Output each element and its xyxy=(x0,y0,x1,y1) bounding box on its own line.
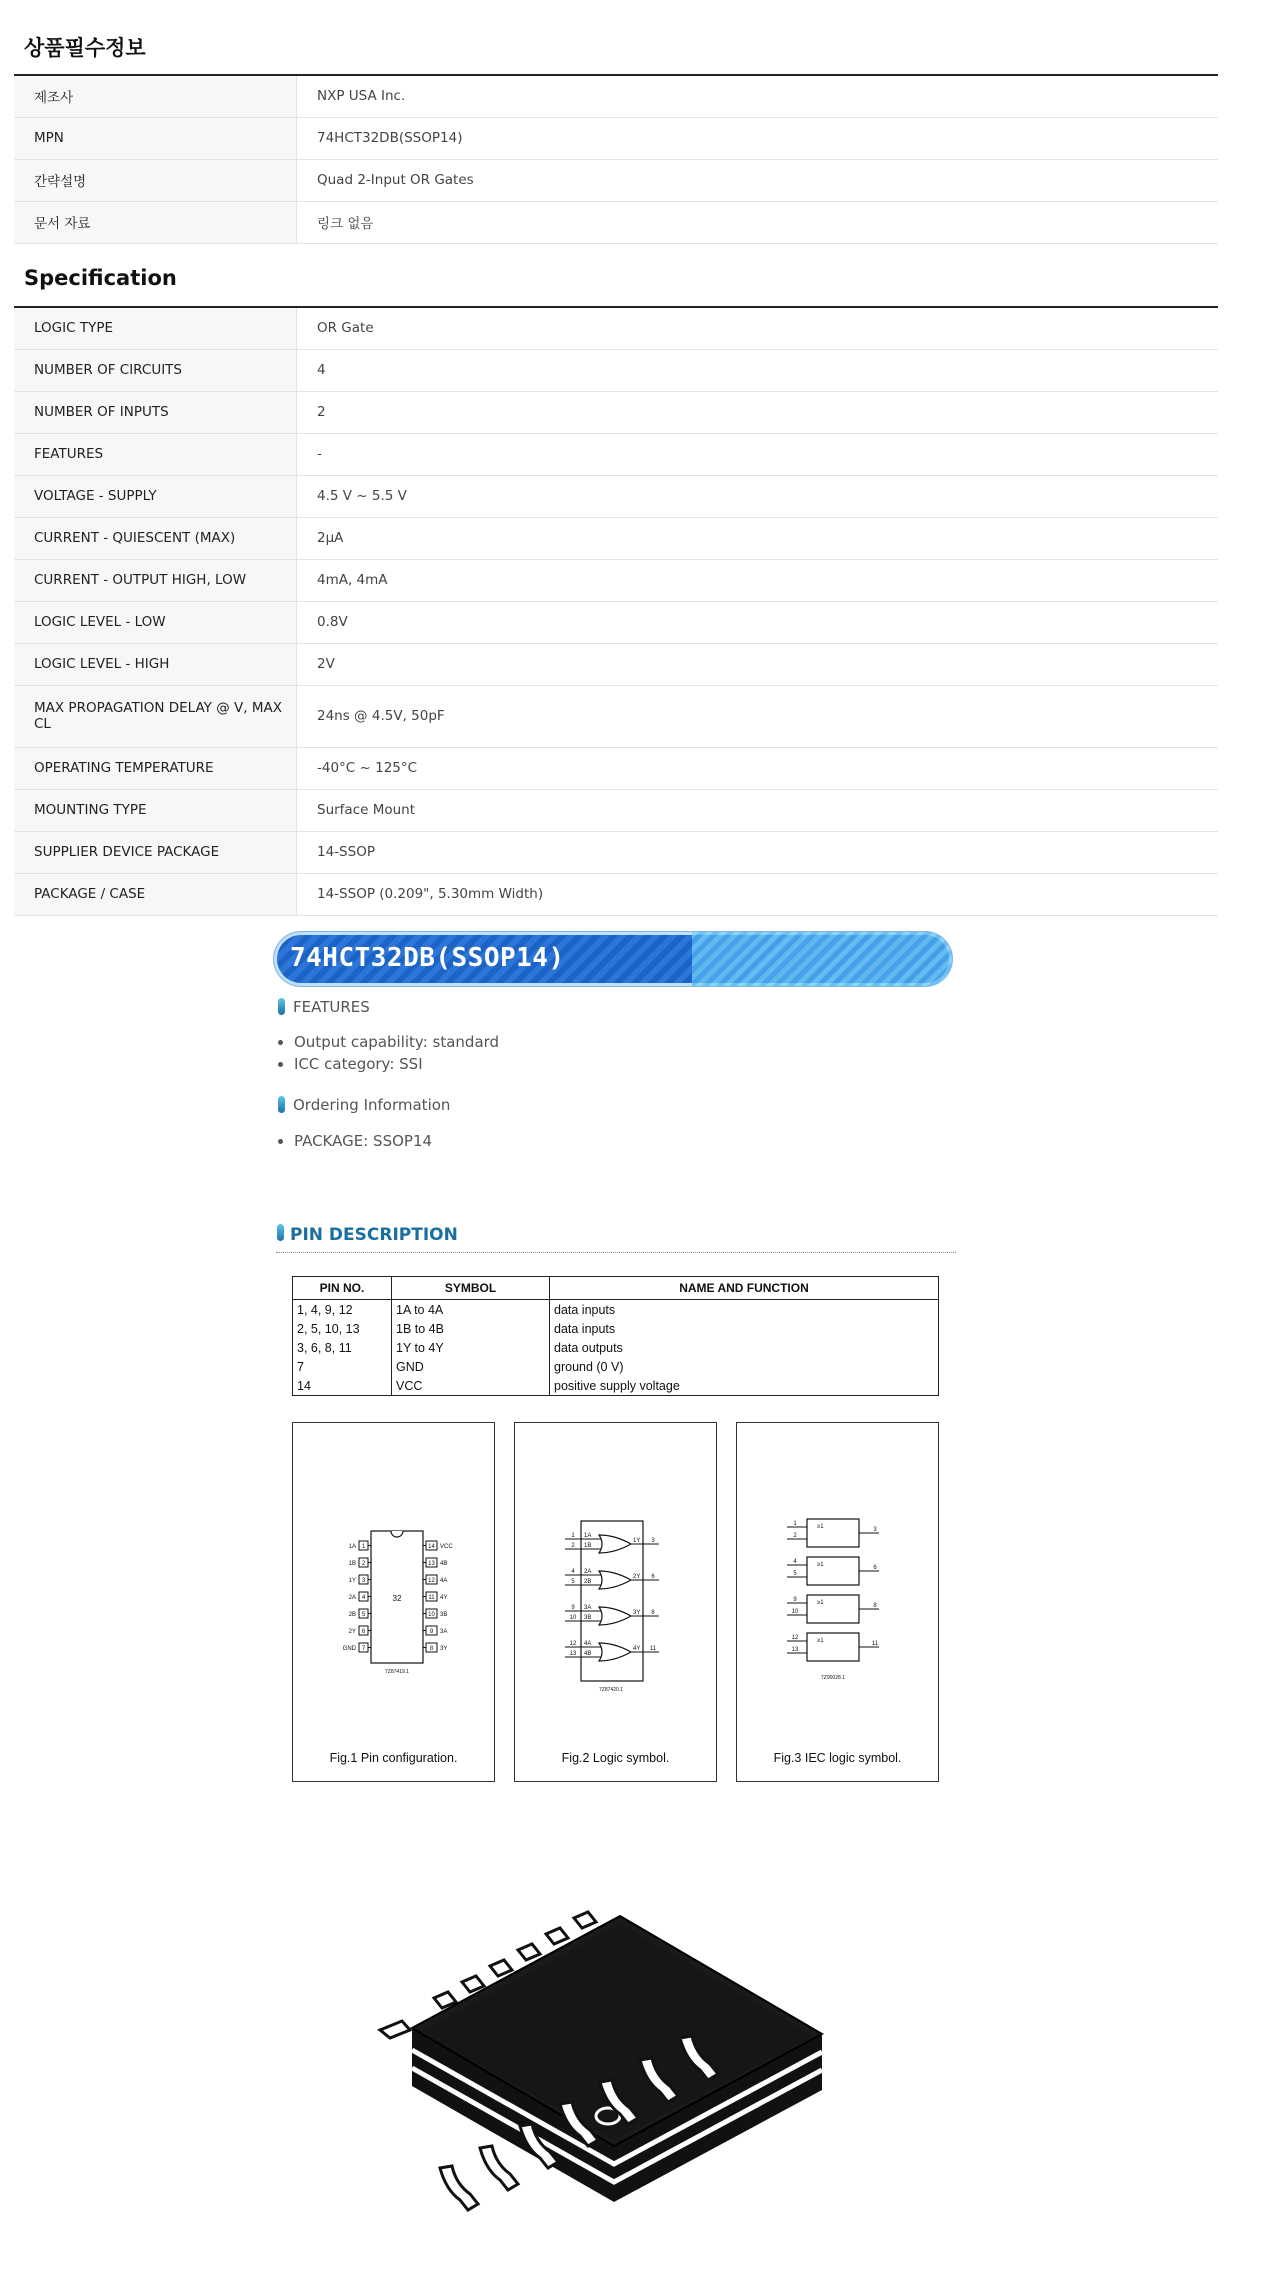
list-item: • Output capability: standard xyxy=(294,1031,499,1053)
cell-pin: 1, 4, 9, 12 xyxy=(293,1300,392,1320)
spec-value: 4.5 V ~ 5.5 V xyxy=(297,475,1219,517)
col-function: NAME AND FUNCTION xyxy=(550,1277,939,1300)
spec-value: 2V xyxy=(297,643,1219,685)
spec-value: 2µA xyxy=(297,517,1219,559)
spec-value: - xyxy=(297,433,1219,475)
spec-key: MAX PROPAGATION DELAY @ V, MAX CL xyxy=(14,685,297,747)
spec-row xyxy=(14,201,1218,243)
pin-description-title: PIN DESCRIPTION xyxy=(290,1225,458,1245)
iec-logic-symbol-diagram xyxy=(737,1423,938,1781)
pin-symbol: 3Y xyxy=(440,1646,448,1652)
spec-value: 4 xyxy=(297,349,1219,391)
pin-number: 2 xyxy=(571,1543,575,1549)
table-row xyxy=(293,1300,939,1320)
fig3-caption: Fig.3 IEC logic symbol. xyxy=(773,1751,902,1765)
gate-input-b: 4B xyxy=(584,1651,592,1657)
spec-value: 링크 없음 xyxy=(297,201,1219,243)
spec-value: Quad 2-Input OR Gates xyxy=(297,159,1219,201)
ssop14-package-image xyxy=(370,1900,870,2240)
spec-row xyxy=(14,517,1218,559)
spec-row xyxy=(14,475,1218,517)
spec-value: -40°C ~ 125°C xyxy=(297,747,1219,789)
pin-description-heading xyxy=(276,1222,956,1253)
or-gate xyxy=(599,1607,631,1625)
pin-number: 5 xyxy=(793,1571,797,1577)
gate-label: ≥1 xyxy=(817,1562,824,1568)
pin-symbol: GND xyxy=(342,1646,356,1652)
pin-number: 11 xyxy=(649,1646,657,1652)
cell-symbol: GND xyxy=(392,1357,550,1376)
cell-func: ground (0 V) xyxy=(550,1357,939,1376)
spec-row xyxy=(14,391,1218,433)
cell-func: data inputs xyxy=(550,1319,939,1338)
iec-gate-box xyxy=(807,1557,859,1585)
gate-label: ≥1 xyxy=(817,1600,824,1606)
pin-symbol: 4Y xyxy=(440,1595,448,1601)
iec-gate-box xyxy=(807,1595,859,1623)
ordering-heading-text: Ordering Information xyxy=(293,1096,451,1114)
pin-number: 10 xyxy=(791,1609,799,1615)
cell-symbol: VCC xyxy=(392,1376,550,1396)
list-item: • ICC category: SSI xyxy=(294,1053,499,1075)
pin-number: 13 xyxy=(569,1651,577,1657)
cell-pin: 3, 6, 8, 11 xyxy=(293,1338,392,1357)
fig2-logic-symbol xyxy=(514,1422,717,1782)
spec-value: 0.8V xyxy=(297,601,1219,643)
diagram-code: 7Z87420.1 xyxy=(599,1687,623,1693)
gate-output: 4Y xyxy=(633,1646,641,1652)
spec-key: LOGIC LEVEL - HIGH xyxy=(14,643,297,685)
spec-key: LOGIC LEVEL - LOW xyxy=(14,601,297,643)
gate-input-a: 3A xyxy=(584,1605,592,1611)
spec-row xyxy=(14,643,1218,685)
cell-pin: 14 xyxy=(293,1376,392,1396)
spec-row xyxy=(14,117,1218,159)
table-row xyxy=(293,1338,939,1357)
banner-shine xyxy=(692,932,952,986)
pin-number: 3 xyxy=(361,1578,366,1584)
pin-number: 4 xyxy=(571,1569,575,1575)
chip-label: 32 xyxy=(392,1594,402,1603)
spec-value: 2 xyxy=(297,391,1219,433)
cell-symbol: 1B to 4B xyxy=(392,1319,550,1338)
pin-number: 6 xyxy=(651,1574,655,1580)
spec-key: 제조사 xyxy=(14,75,297,117)
pin-number: 12 xyxy=(428,1578,435,1584)
spec-key: LOGIC TYPE xyxy=(14,307,297,349)
spec-row xyxy=(14,433,1218,475)
spec-key: NUMBER OF CIRCUITS xyxy=(14,349,297,391)
table-row xyxy=(293,1357,939,1376)
cell-pin: 7 xyxy=(293,1357,392,1376)
pin-number: 3 xyxy=(873,1527,877,1533)
specification-table xyxy=(14,306,1218,916)
gate-label: ≥1 xyxy=(817,1638,824,1644)
spec-key: VOLTAGE - SUPPLY xyxy=(14,475,297,517)
pin-number: 13 xyxy=(791,1647,799,1653)
pin-number: 10 xyxy=(428,1612,435,1618)
pin-symbol: 2A xyxy=(348,1595,356,1601)
pin-number: 1 xyxy=(793,1521,797,1527)
pin-number: 11 xyxy=(428,1595,435,1601)
table-row xyxy=(293,1319,939,1338)
pin-number: 1 xyxy=(361,1544,366,1550)
spec-key: 간략설명 xyxy=(14,159,297,201)
cell-symbol: 1A to 4A xyxy=(392,1300,550,1320)
pin-number: 8 xyxy=(429,1646,434,1652)
list-item: • PACKAGE: SSOP14 xyxy=(294,1130,432,1152)
pill-bullet-icon xyxy=(278,1096,285,1113)
iec-gate-box xyxy=(807,1519,859,1547)
pin-number: 6 xyxy=(361,1629,366,1635)
spec-row xyxy=(14,349,1218,391)
pin-number: 5 xyxy=(361,1612,366,1618)
cell-pin: 2, 5, 10, 13 xyxy=(293,1319,392,1338)
spec-key: MOUNTING TYPE xyxy=(14,789,297,831)
gate-output: 3Y xyxy=(633,1610,641,1616)
banner-title: 74HCT32DB(SSOP14) xyxy=(290,943,565,973)
fig1-caption: Fig.1 Pin configuration. xyxy=(329,1751,458,1765)
specification-title: Specification xyxy=(24,266,177,290)
logic-symbol-diagram xyxy=(515,1423,716,1781)
features-heading xyxy=(278,998,370,1016)
spec-value: OR Gate xyxy=(297,307,1219,349)
pin-number: 5 xyxy=(571,1579,575,1585)
spec-value: 24ns @ 4.5V, 50pF xyxy=(297,685,1219,747)
pin-symbol: 2Y xyxy=(348,1629,356,1635)
pill-bullet-icon xyxy=(277,1224,284,1241)
spec-row xyxy=(14,159,1218,201)
gate-output: 1Y xyxy=(633,1538,641,1544)
cell-func: positive supply voltage xyxy=(550,1376,939,1396)
pin-number: 2 xyxy=(793,1533,797,1539)
gate-input-b: 3B xyxy=(584,1615,592,1621)
gate-input-a: 2A xyxy=(584,1569,592,1575)
spec-key: NUMBER OF INPUTS xyxy=(14,391,297,433)
spec-row xyxy=(14,873,1218,915)
pin-description-table xyxy=(292,1276,939,1396)
spec-value: 4mA, 4mA xyxy=(297,559,1219,601)
pin-number: 4 xyxy=(793,1559,797,1565)
spec-value: 14-SSOP xyxy=(297,831,1219,873)
pin-symbol: 1Y xyxy=(348,1578,356,1584)
pill-bullet-icon xyxy=(278,998,285,1015)
spec-value: NXP USA Inc. xyxy=(297,75,1219,117)
spec-key: OPERATING TEMPERATURE xyxy=(14,747,297,789)
pin-symbol: VCC xyxy=(440,1544,453,1550)
pin-number: 8 xyxy=(651,1610,655,1616)
pin-number: 8 xyxy=(873,1603,877,1609)
pin-number: 1 xyxy=(571,1533,575,1539)
pin-number: 3 xyxy=(651,1538,655,1544)
pin-configuration-diagram xyxy=(293,1423,494,1781)
product-info-title: 상품필수정보 xyxy=(24,36,146,60)
pin-number: 7 xyxy=(361,1646,366,1652)
spec-value: 74HCT32DB(SSOP14) xyxy=(297,117,1219,159)
spec-key: CURRENT - QUIESCENT (MAX) xyxy=(14,517,297,559)
product-info-table xyxy=(14,74,1218,244)
fig3-iec-logic-symbol xyxy=(736,1422,939,1782)
spec-key: FEATURES xyxy=(14,433,297,475)
pin-number: 6 xyxy=(873,1565,877,1571)
spec-key: MPN xyxy=(14,117,297,159)
cell-func: data inputs xyxy=(550,1300,939,1320)
spec-row xyxy=(14,559,1218,601)
spec-key: PACKAGE / CASE xyxy=(14,873,297,915)
gate-input-a: 1A xyxy=(584,1533,592,1539)
pin-number: 10 xyxy=(569,1615,577,1621)
col-pin-no: PIN NO. xyxy=(293,1277,392,1300)
cell-func: data outputs xyxy=(550,1338,939,1357)
spec-row xyxy=(14,307,1218,349)
fig2-caption: Fig.2 Logic symbol. xyxy=(561,1751,670,1765)
ordering-list xyxy=(276,1130,432,1152)
diagram-code: 7Z90028.1 xyxy=(821,1675,845,1681)
features-heading-text: FEATURES xyxy=(293,998,370,1016)
cell-symbol: 1Y to 4Y xyxy=(392,1338,550,1357)
table-row xyxy=(293,1376,939,1396)
pin-symbol: 1A xyxy=(348,1544,356,1550)
pin-symbol: 3B xyxy=(440,1612,448,1618)
col-symbol: SYMBOL xyxy=(392,1277,550,1300)
or-gate xyxy=(599,1535,631,1553)
or-gate xyxy=(599,1643,631,1661)
pin-number: 12 xyxy=(569,1641,577,1647)
pin-number: 9 xyxy=(793,1597,797,1603)
spec-row xyxy=(14,789,1218,831)
spec-value: Surface Mount xyxy=(297,789,1219,831)
gate-input-a: 4A xyxy=(584,1641,592,1647)
pin-symbol: 2B xyxy=(348,1612,356,1618)
gate-label: ≥1 xyxy=(817,1524,824,1530)
pin-number: 14 xyxy=(428,1544,435,1550)
pin-number: 13 xyxy=(428,1561,435,1567)
product-banner xyxy=(274,932,952,986)
pin-number: 9 xyxy=(571,1605,575,1611)
or-gate xyxy=(599,1571,631,1589)
ordering-heading xyxy=(278,1096,450,1114)
spec-row xyxy=(14,831,1218,873)
spec-value: 14-SSOP (0.209", 5.30mm Width) xyxy=(297,873,1219,915)
pin-symbol: 1B xyxy=(348,1561,356,1567)
gate-output: 2Y xyxy=(633,1574,641,1580)
gate-input-b: 2B xyxy=(584,1579,592,1585)
iec-gate-box xyxy=(807,1633,859,1661)
spec-key: CURRENT - OUTPUT HIGH, LOW xyxy=(14,559,297,601)
spec-key: 문서 자료 xyxy=(14,201,297,243)
spec-row xyxy=(14,601,1218,643)
pin-symbol: 4B xyxy=(440,1561,448,1567)
pin-number: 4 xyxy=(361,1595,366,1601)
gate-input-b: 1B xyxy=(584,1543,592,1549)
pin-symbol: 4A xyxy=(440,1578,448,1584)
spec-row xyxy=(14,747,1218,789)
pin-symbol: 3A xyxy=(440,1629,448,1635)
spec-row xyxy=(14,75,1218,117)
diagram-code: 7Z87419.1 xyxy=(385,1669,409,1675)
features-list xyxy=(276,1031,499,1075)
fig1-pin-configuration xyxy=(292,1422,495,1782)
pin-number: 12 xyxy=(791,1635,799,1641)
pin-number: 11 xyxy=(871,1641,879,1647)
spec-key: SUPPLIER DEVICE PACKAGE xyxy=(14,831,297,873)
pin-number: 9 xyxy=(429,1629,434,1635)
pin-number: 2 xyxy=(361,1561,366,1567)
spec-row xyxy=(14,685,1218,747)
